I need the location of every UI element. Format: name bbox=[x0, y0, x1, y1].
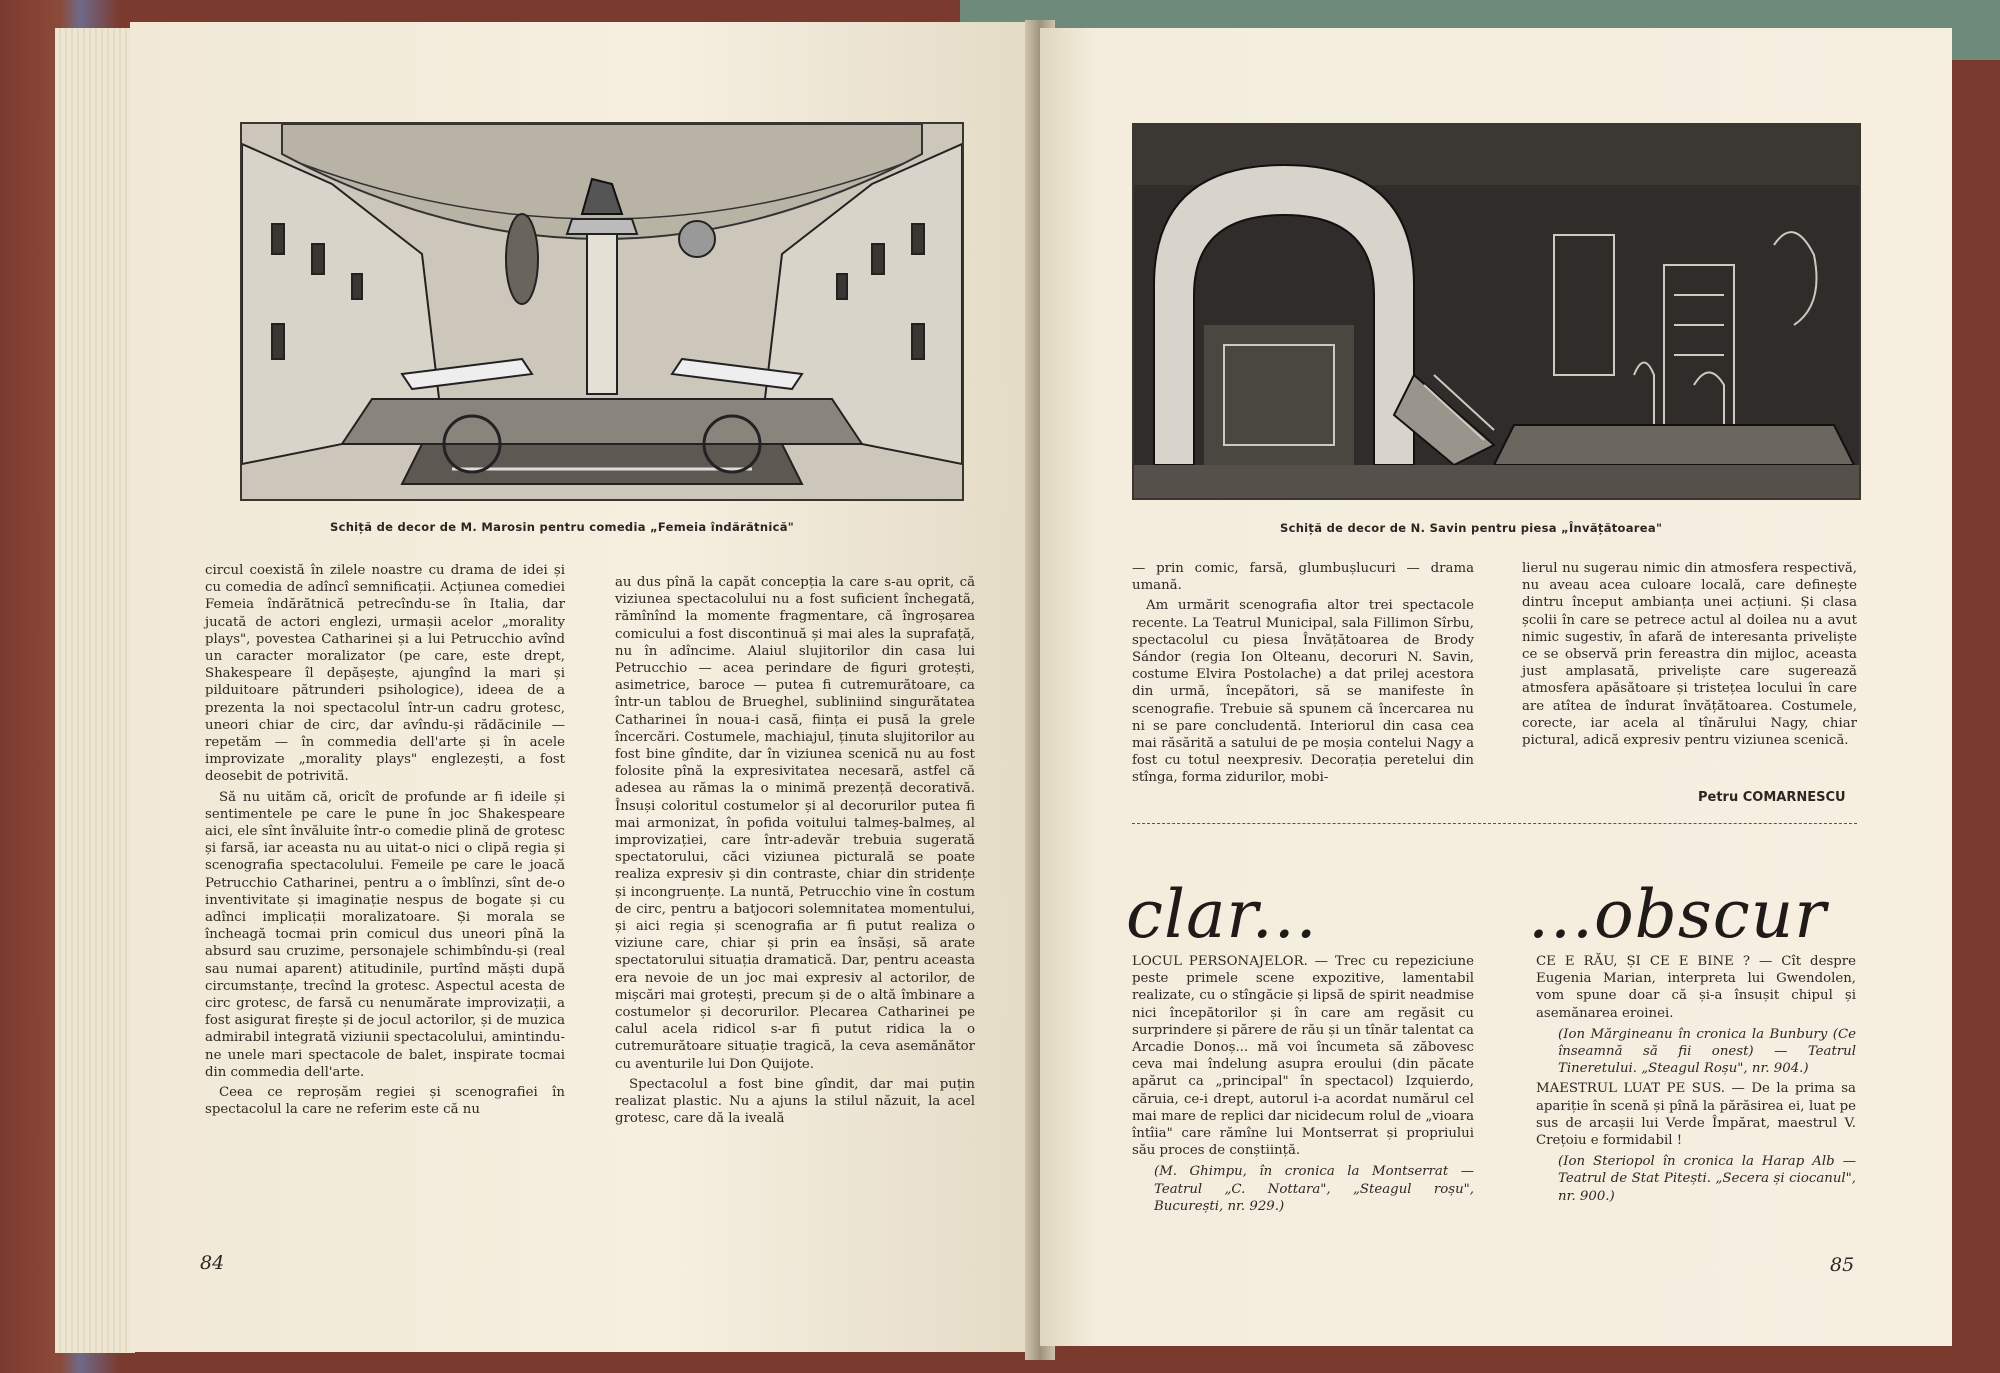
page-edges bbox=[55, 28, 135, 1353]
note-item bbox=[1132, 953, 1474, 1159]
note-heading: CE E RĂU, ȘI CE E BINE ? — bbox=[1536, 954, 1773, 969]
left-illustration-caption: Schiță de decor de M. Marosin pentru comedia „Femeia îndărătnică" bbox=[330, 520, 795, 534]
right-page-number: 85 bbox=[1830, 1254, 1855, 1276]
note-heading: LOCUL PERSONAJELOR. — bbox=[1132, 954, 1329, 969]
section-header-clar: clar... bbox=[1126, 876, 1318, 953]
citation: (M. Ghimpu, în cronica la Montserrat — Teatrul „C. Nottara", „Steagul roșu", București, nr. 929.) bbox=[1154, 1164, 1474, 1214]
paragraph: au dus pînă la capăt concepția la care s-au oprit, că viziunea spectacolului nu a fost suficient închegată, rămînînd la momente fragmentare, că îngroșarea comicului a fost discontinuă și mai ales la suprafață, nu în adîncime. Alaiul slujitorilor din casa lui Petrucchio — acea perindare de figuri grotești, asimetrice, baroce — putea fi cutremurătoare, ca într-un tablou de Brueghel, subliniind singurătatea Catharinei în noua-i casă, ființa ei pusă la grele încercări. Costumele, machiajul, ținuta slujitorilor au fost bine gîndite, dar în viziunea scenică nu au fost folosite pînă la expresivitatea necesară, astfel că adesea au rămas la o minimă prezență decorativă. Însuși coloritul costumelor și al decorurilor putea fi mai armonizat, în pofida voitului talmeș-balmeș, al improvizației, care într-adevăr trebuia sugerată spectatorului, căci viziunea picturală se poate realiza expresiv și din contraste, chiar din stridențe și incongruențe. La nuntă, Petrucchio vine în costum de circ, pentru a batjocori solemnitatea momentului, și aici regia și scenografia ar fi putut realiza o viziune care, chiar și prin ea însăși, să arate spectatorului situația dramatică. Dar, pentru aceasta era nevoie de un joc mai expresiv al actorilor, de mișcări mai grotești, precum și de o altă îmbinare a costumelor și decorurilor. Plecarea Catharinei pe calul acela ridicol s-ar fi putut ridica la o cutremurătoare situație tragică, la ceva asemănător cu aventurile lui Don Quijote. bbox=[615, 575, 975, 1072]
paragraph: Am urmărit scenografia altor trei spectacole recente. La Teatrul Municipal, sala Fillimon Sîrbu, spectacolul cu piesa Învățătoarea de Brody Sándor (regia Ion Olteanu, decoruri N. Savin, costume Elvira Postolache) a dat prilej acestora din urmă, începători, să se manifeste în scenografie. Trebuie să spunem că încercarea nu ni se pare concludentă. Interiorul din casa cea mai răsărită a satului de pe moșia contelui Nagy a fost cu totul neexpresiv. Decorația peretelui din stînga, forma zidurilor, mobi- bbox=[1132, 598, 1474, 786]
note-item bbox=[1536, 953, 1856, 1022]
stage-design-sketch-savin bbox=[1132, 123, 1861, 500]
clar-column bbox=[1132, 953, 1474, 1218]
left-page-column-1 bbox=[205, 562, 565, 1122]
right-illustration-caption: Schiță de decor de N. Savin pentru piesa „Învățătoarea" bbox=[1280, 521, 1663, 535]
paragraph: Ceea ce reproșăm regiei și scenografiei în spectacolul la care ne referim este că nu bbox=[205, 1085, 565, 1118]
note-item bbox=[1536, 1080, 1856, 1149]
right-page-column-2 bbox=[1522, 560, 1857, 752]
note-text: Cît despre Eugenia Marian, interpreta lui Gwendolen, vom spune doar că și-a însușit chipul și asemănarea eroinei. bbox=[1536, 954, 1857, 1021]
paragraph: — prin comic, farsă, glumbușlucuri — drama umană. bbox=[1132, 561, 1474, 594]
left-page-number: 84 bbox=[200, 1252, 225, 1274]
left-page bbox=[130, 22, 1035, 1352]
section-divider bbox=[1132, 823, 1857, 824]
note-text: De la prima sa apariție în scenă și pînă la părăsirea ei, luat pe sus de arcașii lui Verde Împărat, maestrul V. Crețoiu e formidabil ! bbox=[1536, 1081, 1856, 1149]
left-page-column-2 bbox=[615, 574, 975, 1131]
citation: (Ion Mărgineanu în cronica la Bunbury (Ce înseamnă să fii onest) — Teatrul Tineretului. „Steagul Roșu", nr. 904.) bbox=[1558, 1026, 1856, 1077]
paragraph: circul coexistă în zilele noastre cu drama de idei și cu comedia de adîncî semnificații. Acțiunea comediei Femeia îndărătnică petrecîndu-se în Italia, dar jucată de actori englezi, urmașii acelor „morality plays", povestea Catharinei și a lui Petrucchio avînd un caracter moralizator (pe care, este drept, Shakespeare îl depășește, ajungînd la mari și pilduitoare pătrunderi psihologice), ideea de a prezenta la noi spectacolul într-un cadru grotesc, uneori chiar de circ, dar avîndu-și rădăcinile — repetăm — în commedia dell'arte și în acele improvizate „morality plays" englezești, a fost deosebit de potrivită. bbox=[205, 563, 565, 785]
note-heading: MAESTRUL LUAT PE SUS. — bbox=[1536, 1081, 1745, 1097]
paragraph: Spectacolul a fost bine gîndit, dar mai puțin realizat plastic. Nu a ajuns la stilul năzuit, la acel grotesc, care dă la iveală bbox=[615, 1076, 975, 1127]
citation: (Ion Steriopol în cronica la Harap Alb — Teatrul de Stat Pitești. „Secera și ciocanul", nr. 900.) bbox=[1558, 1154, 1856, 1204]
obscur-column bbox=[1536, 953, 1856, 1208]
paragraph: lierul nu sugerau nimic din atmosfera respectivă, nu aveau acea culoare locală, care definește dintru început ambianța unei acțiuni. Și clasa școlii în care se petrece actul al doilea nu a avut nimic sugestiv, în afară de interesanta priveliște ce se observă prin fereastra din mijloc, aceasta just amplasată, priveliște care sugerează atmosfera apăsătoare și tristețea locului în care are atîtea de îndurat învățătoarea. Costumele, corecte, iar acela al tînărului Nagy, chiar pictural, adică expresiv pentru viziunea scenică. bbox=[1522, 561, 1857, 749]
stage-design-sketch-marosin bbox=[240, 122, 964, 501]
author-signature: Petru COMARNESCU bbox=[1698, 790, 1846, 805]
note-text: Trec cu repeziciune peste primele scene expozitive, lamentabil realizate, cu o stîngăcie și lipsă de spirit neadmise nici începătorilor și în care am regăsit cu surprindere și părere de rău și un tînăr talentat ca Arcadie Donoș... mă voi încumeta să zăbovesc ceva mai îndelung asupra eroului (din păcate apărut ca „principal" în spectacol) Izquierdo, căruia, ce-i drept, autorul i-a acordat numărul cel mai mare de replici dar nicidecum rolul de „vioara întîia" care rămîne lui Montserrat și propriului său proces de conștiință. bbox=[1132, 954, 1474, 1159]
right-page bbox=[1040, 28, 1952, 1346]
right-page-column-1 bbox=[1132, 560, 1474, 790]
section-header-obscur: ...obscur bbox=[1528, 876, 1827, 953]
paragraph: Să nu uităm că, oricît de profunde ar fi ideile și sentimentele pe care le pune în joc Shakespeare aici, ele sînt învăluite într-o comedie plină de grotesc și farsă, iar aceasta nu au uitat-o nici o clipă regia și scenografia spectacolului. Femeile pe care le joacă Petrucchio Catharinei, pentru a o îmblînzi, sînt de-o inventivitate și imaginație nespus de bogate și cu adînci implicații moralizatoare. Și morala se încheagă tocmai prin comicul dus uneori pînă la absurd sau cruzime, personajele schimbîndu-și (real sau numai aparent) atitudinile, purtînd măști după circumstanțe, trecînd la grotesc. Aspectul acesta de circ grotesc, de farsă cu nenumărate improvizații, a fost asigurat firește și de jocul actorilor, și de muzica admirabil integrată viziunii spectacolului, amintindu-ne unele mari spectacole de balet, inspirate tocmai din commedia dell'arte. bbox=[205, 789, 565, 1080]
